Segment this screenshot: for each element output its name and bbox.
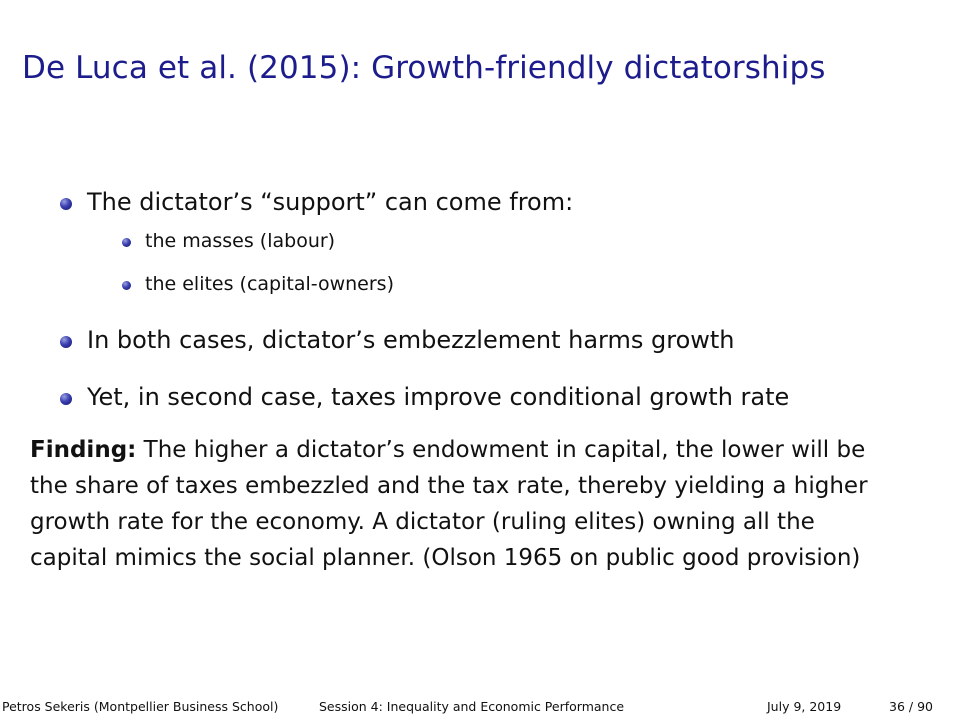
- bullet-text: In both cases, dictator’s embezzlement harms growth: [87, 326, 735, 354]
- finding-paragraph: [30, 432, 930, 576]
- ball-bullet-icon: [122, 281, 131, 290]
- sub-bullet-text: the elites (capital-owners): [145, 273, 394, 295]
- ball-bullet-icon: [60, 336, 72, 348]
- sub-bullet-text: the masses (labour): [145, 230, 336, 252]
- finding-line-4: capital mimics the social planner. (Olson 1965 on public good provision): [30, 545, 861, 571]
- finding-label: Finding:: [30, 437, 137, 463]
- slide-title: De Luca et al. (2015): Growth-friendly dictatorships: [22, 50, 826, 86]
- sub-bullet-item-elites: [145, 273, 394, 295]
- footer-date: July 9, 2019: [767, 699, 842, 714]
- bullet-text: The dictator’s “support” can come from:: [87, 188, 574, 216]
- footer: [0, 699, 960, 717]
- finding-line-1: [30, 432, 930, 468]
- bullet-text: Yet, in second case, taxes improve conditional growth rate: [87, 383, 790, 411]
- finding-text: The higher a dictator’s endowment in capital, the lower will be: [136, 437, 866, 463]
- ball-bullet-icon: [60, 393, 72, 405]
- bullet-item-taxes: [87, 383, 789, 411]
- finding-line-3: growth rate for the economy. A dictator (ruling elites) owning all the: [30, 509, 815, 535]
- ball-bullet-icon: [60, 198, 72, 210]
- ball-bullet-icon: [122, 238, 131, 247]
- sub-bullet-item-masses: [145, 230, 335, 252]
- footer-page-number: 36 / 90: [889, 699, 933, 714]
- bullet-item-embezzlement: [87, 326, 735, 354]
- footer-session: Session 4: Inequality and Economic Performance: [319, 699, 625, 714]
- bullet-item-support: [87, 188, 573, 216]
- finding-line-2: the share of taxes embezzled and the tax rate, thereby yielding a higher: [30, 473, 868, 499]
- footer-author: Petros Sekeris (Montpellier Business School): [2, 699, 279, 714]
